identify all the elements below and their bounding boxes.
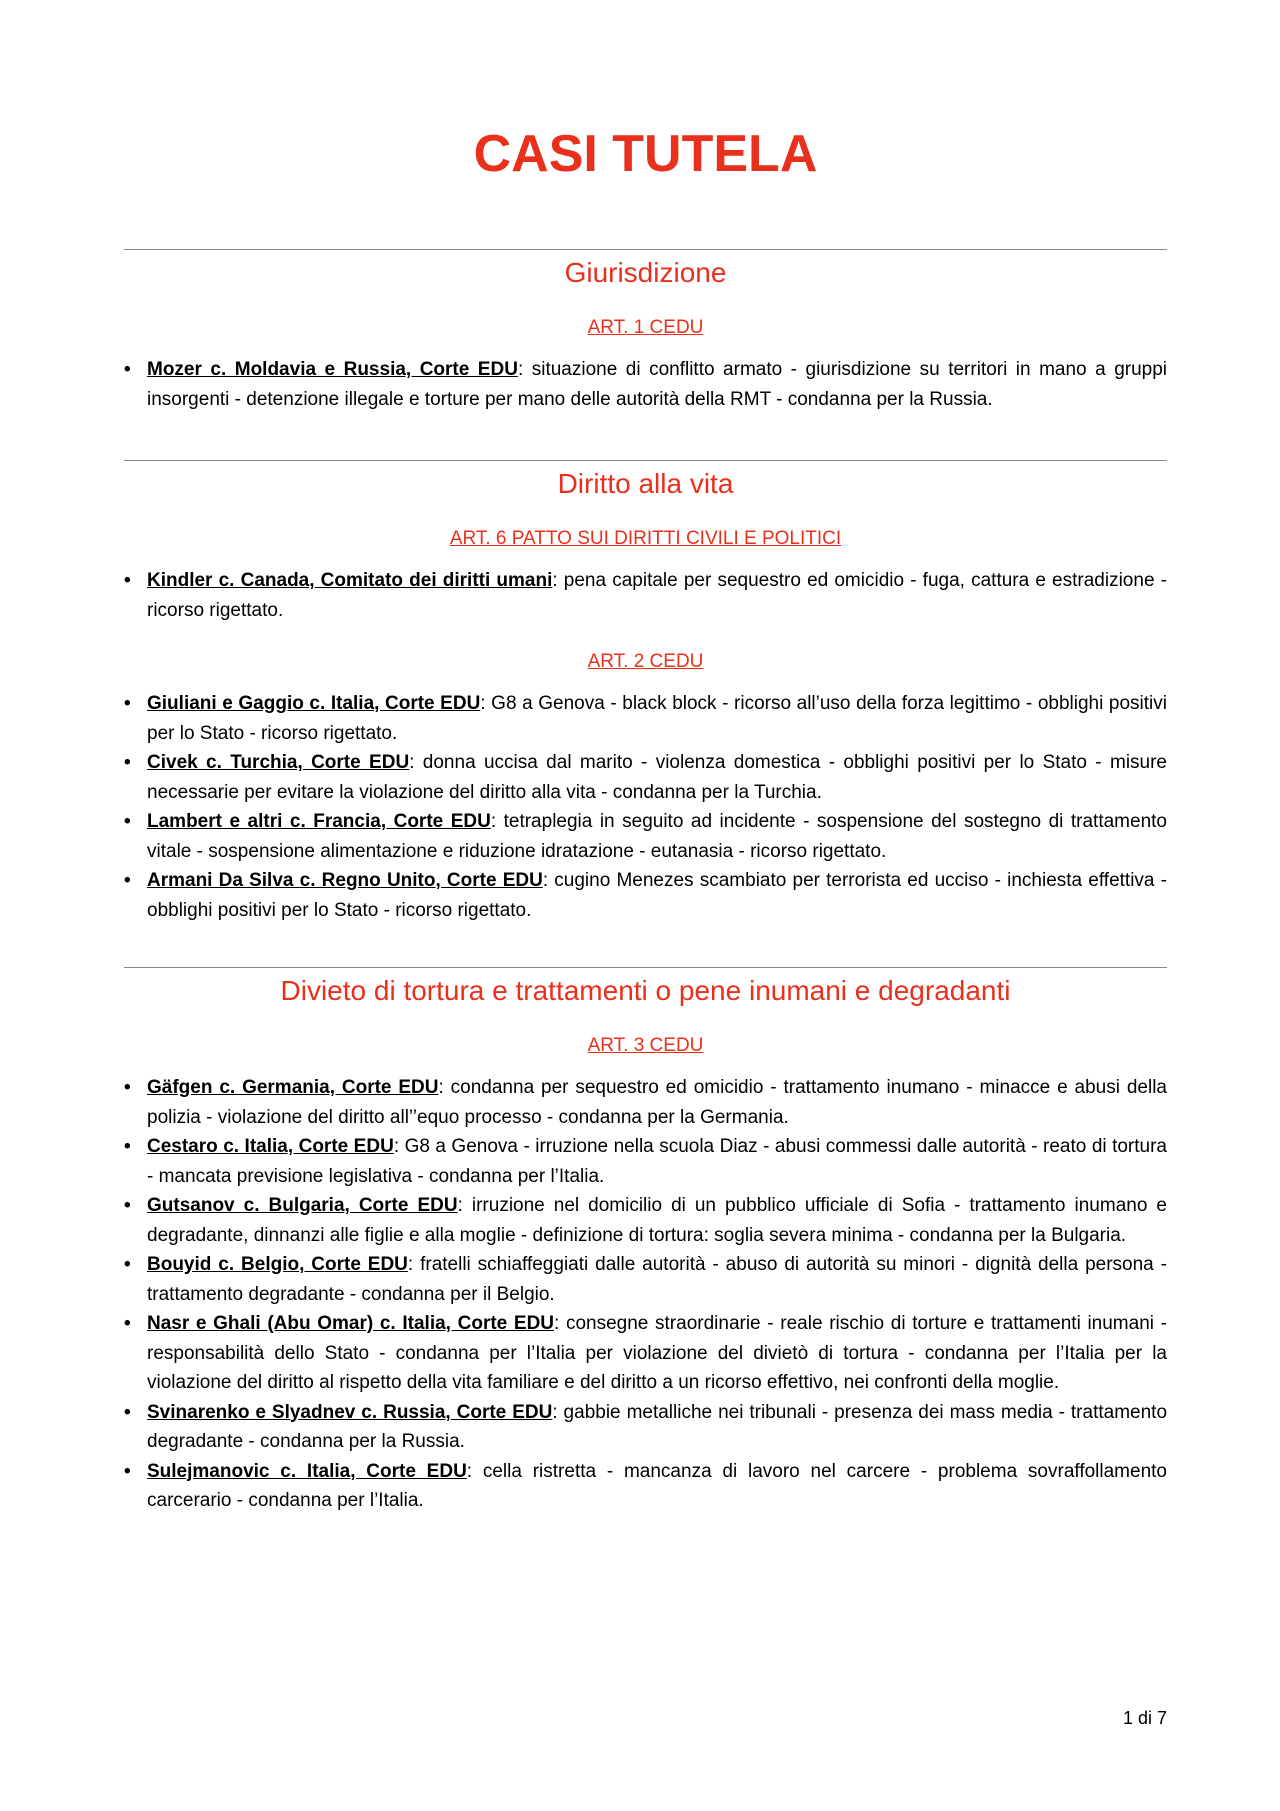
case-description: : consegne straordinarie - reale rischio di torture e trattamenti inumani - responsabilità dello Stato - condanna per l’Italia per violazione del divietò di tortura - condanna per l’Italia per la violazione del diritto al rispetto della vita familiare e del diritto a un ricorso effettivo, nei confronti della moglie. <box>147 1313 1167 1393</box>
case-item <box>124 1073 1167 1132</box>
case-name: Sulejmanovic c. Italia, Corte EDU <box>147 1460 467 1482</box>
case-description: : situazione di conflitto armato - giurisdizione su territori in mano a gruppi insorgenti - detenzione illegale e torture per mano delle autorità della RMT - condanna per la Russia. <box>147 359 1168 410</box>
case-description: : gabbie metalliche nei tribunali - presenza dei mass media - trattamento degradante - condanna per la Russia. <box>147 1401 1168 1452</box>
bullet-icon: • <box>124 811 131 832</box>
document-title: CASI TUTELA <box>473 125 818 183</box>
case-item <box>124 1398 1167 1457</box>
bullet-icon: • <box>124 1460 131 1482</box>
case-description: : cella ristretta - mancanza di lavoro nel carcere - problema sovraffollamento carcerario - condanna per l’Italia. <box>147 1460 1167 1511</box>
case-list <box>124 689 1167 925</box>
case-name: Svinarenko e Slyadnev c. Russia, Corte EDU <box>147 1401 553 1423</box>
bullet-icon: • <box>124 570 131 591</box>
article-heading: ART. 6 PATTO SUI DIRITTI CIVILI E POLITICI <box>449 528 842 549</box>
case-name: Giuliani e Gaggio c. Italia, Corte EDU <box>147 693 481 714</box>
case-item <box>124 1250 1167 1309</box>
case-item <box>124 748 1167 807</box>
bullet-icon: • <box>124 1077 131 1098</box>
case-item <box>124 355 1167 414</box>
article-heading: ART. 1 CEDU <box>587 317 704 338</box>
case-item <box>124 689 1167 748</box>
section-heading: Diritto alla vita <box>557 468 734 499</box>
article-heading: ART. 2 CEDU <box>587 651 704 672</box>
case-description: : pena capitale per sequestro ed omicidio - fuga, cattura e estradizione - ricorso rigettato. <box>147 570 1167 621</box>
case-description: : G8 a Genova - black block - ricorso all’uso della forza legittimo - obblighi positivi per lo Stato - ricorso rigettato. <box>147 693 1167 744</box>
case-item <box>124 866 1167 925</box>
case-description: : donna uccisa dal marito - violenza domestica - obblighi positivi per lo Stato - misure necessarie per evitare la violazione del diritto alla vita - condanna per la Turchia. <box>147 752 1167 803</box>
case-item <box>124 1132 1167 1191</box>
bullet-icon: • <box>124 752 131 773</box>
page-number: 1 di 7 <box>1122 1708 1167 1728</box>
case-name: Civek c. Turchia, Corte EDU <box>147 752 410 773</box>
case-description: : G8 a Genova - irruzione nella scuola Diaz - abusi commessi dalle autorità - reato di tortura - mancata previsione legislativa - condanna per l’Italia. <box>147 1136 1167 1187</box>
case-item <box>124 1309 1167 1398</box>
section-divider <box>124 460 1167 461</box>
case-description: : irruzione nel domicilio di un pubblico ufficiale di Sofia - trattamento inumano e degradante, dinnanzi alle figlie e alla moglie - definizione di tortura: soglia severa minima - condanna per la Bulgaria. <box>147 1195 1167 1246</box>
section-divieto-di-tortura <box>124 967 1167 1516</box>
bullet-icon: • <box>124 1401 131 1423</box>
case-list <box>124 566 1167 625</box>
case-name: Nasr e Ghali (Abu Omar) c. Italia, Corte EDU <box>147 1313 555 1334</box>
case-name: Bouyid c. Belgio, Corte EDU <box>147 1254 408 1275</box>
case-list <box>124 1073 1167 1516</box>
case-name: Gäfgen c. Germania, Corte EDU <box>147 1077 439 1098</box>
case-description: : cugino Menezes scambiato per terrorista ed ucciso - inchiesta effettiva - obblighi positivi per lo Stato - ricorso rigettato. <box>147 870 1167 921</box>
case-item <box>124 1191 1167 1250</box>
case-item <box>124 566 1167 625</box>
bullet-icon: • <box>124 1254 131 1275</box>
section-divider <box>124 249 1167 250</box>
section-divider <box>124 967 1167 968</box>
case-name: Armani Da Silva c. Regno Unito, Corte EDU <box>147 870 543 891</box>
case-name: Kindler c. Canada, Comitato dei diritti umani <box>147 570 553 591</box>
bullet-icon: • <box>124 870 131 891</box>
case-description: : fratelli schiaffeggiati dalle autorità - abuso di autorità su minori - dignità della persona - trattamento degradante - condanna per il Belgio. <box>147 1254 1167 1305</box>
section-giurisdizione <box>124 249 1167 414</box>
bullet-icon: • <box>124 1136 131 1157</box>
bullet-icon: • <box>124 1195 131 1216</box>
bullet-icon: • <box>124 359 131 380</box>
section-heading: Giurisdizione <box>564 257 727 288</box>
article-heading: ART. 3 CEDU <box>587 1035 704 1056</box>
case-list <box>124 355 1167 414</box>
section-heading: Divieto di tortura e trattamenti o pene inumani e degradanti <box>280 975 1011 1006</box>
case-item <box>124 1457 1167 1516</box>
case-name: Mozer c. Moldavia e Russia, Corte EDU <box>147 359 518 380</box>
case-name: Lambert e altri c. Francia, Corte EDU <box>147 811 491 832</box>
case-name: Gutsanov c. Bulgaria, Corte EDU <box>147 1195 458 1216</box>
case-name: Cestaro c. Italia, Corte EDU <box>147 1136 394 1157</box>
bullet-icon: • <box>124 1313 131 1334</box>
case-item <box>124 807 1167 866</box>
case-description: : condanna per sequestro ed omicidio - trattamento inumano - minacce e abusi della polizia - violazione del diritto all’’equo processo - condanna per la Germania. <box>147 1077 1167 1128</box>
section-diritto-alla-vita <box>124 460 1167 925</box>
case-description: : tetraplegia in seguito ad incidente - sospensione del sostegno di trattamento vitale - sospensione alimentazione e riduzione idratazione - eutanasia - ricorso rigettato. <box>147 811 1167 862</box>
bullet-icon: • <box>124 693 131 714</box>
document-page <box>124 0 1167 1516</box>
